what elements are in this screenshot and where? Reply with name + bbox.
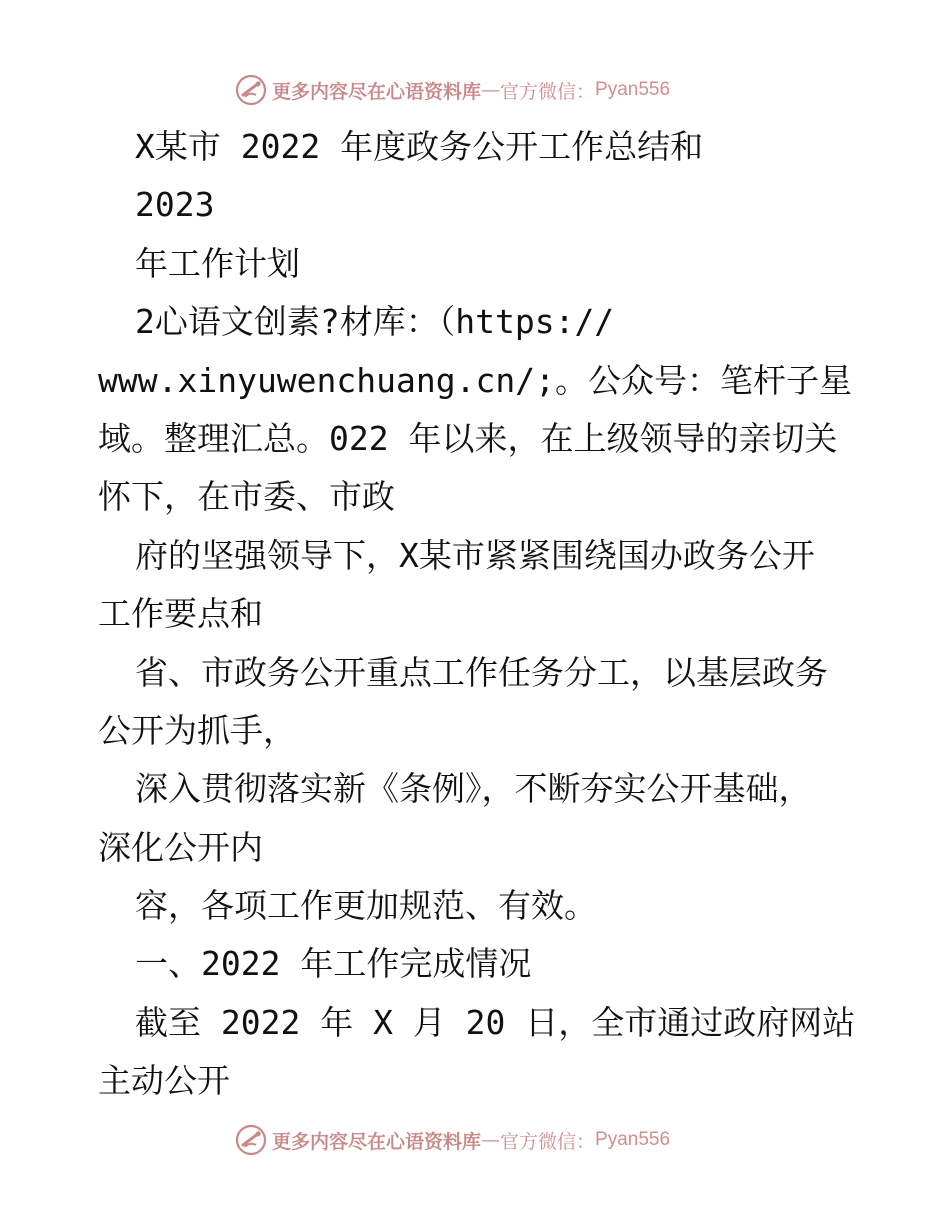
paragraph-line: 容，各项工作更加规范、有效。 bbox=[135, 886, 597, 925]
footer-banner bbox=[234, 1120, 670, 1160]
banner-wechat-id: Pyan556 bbox=[595, 79, 671, 100]
banner-label: 官方微信： bbox=[500, 80, 596, 103]
title-line-3: 年工作计划 bbox=[135, 244, 300, 283]
paragraph-line: 截至 2022 年 X 月 20 日，全市通过政府网站 bbox=[135, 1003, 856, 1042]
banner-brand: 更多内容尽在心语资料库 bbox=[272, 1130, 482, 1153]
title-line-1: X某市 2022 年度政务公开工作总结和 bbox=[135, 127, 704, 166]
paragraph-line: www.xinyuwenchuang.cn/;。公众号：笔杆子星 bbox=[98, 361, 852, 400]
banner-separator: — bbox=[481, 1129, 501, 1151]
title-line-2: 2023 bbox=[135, 185, 215, 224]
paragraph-line: 深入贯彻落实新《条例》，不断夯实公开基础， bbox=[135, 769, 812, 808]
paragraph-line: 2心语文创素?材库：（https:// bbox=[135, 302, 615, 341]
paragraph-line: 域。整理汇总。022 年以来，在上级领导的亲切关 bbox=[98, 419, 838, 458]
banner-separator: — bbox=[481, 79, 501, 101]
section-heading: 一、2022 年工作完成情况 bbox=[135, 944, 532, 983]
paragraph-line: 省、市政务公开重点工作任务分工，以基层政务 bbox=[135, 653, 828, 692]
seal-logo-icon bbox=[234, 1123, 268, 1157]
paragraph-line: 主动公开 bbox=[98, 1061, 230, 1100]
paragraph-line: 府的坚强领导下，X某市紧紧围绕国办政务公开 bbox=[135, 536, 815, 575]
banner-label: 官方微信： bbox=[500, 1130, 596, 1153]
paragraph-line: 工作要点和 bbox=[98, 594, 263, 633]
paragraph-line: 公开为抓手， bbox=[98, 711, 296, 750]
seal-logo-icon bbox=[234, 73, 268, 107]
banner-wechat-id: Pyan556 bbox=[595, 1129, 671, 1150]
header-banner bbox=[234, 70, 670, 110]
paragraph-line: 怀下，在市委、市政 bbox=[98, 477, 395, 516]
paragraph-line: 深化公开内 bbox=[98, 828, 263, 867]
banner-brand: 更多内容尽在心语资料库 bbox=[272, 80, 482, 103]
